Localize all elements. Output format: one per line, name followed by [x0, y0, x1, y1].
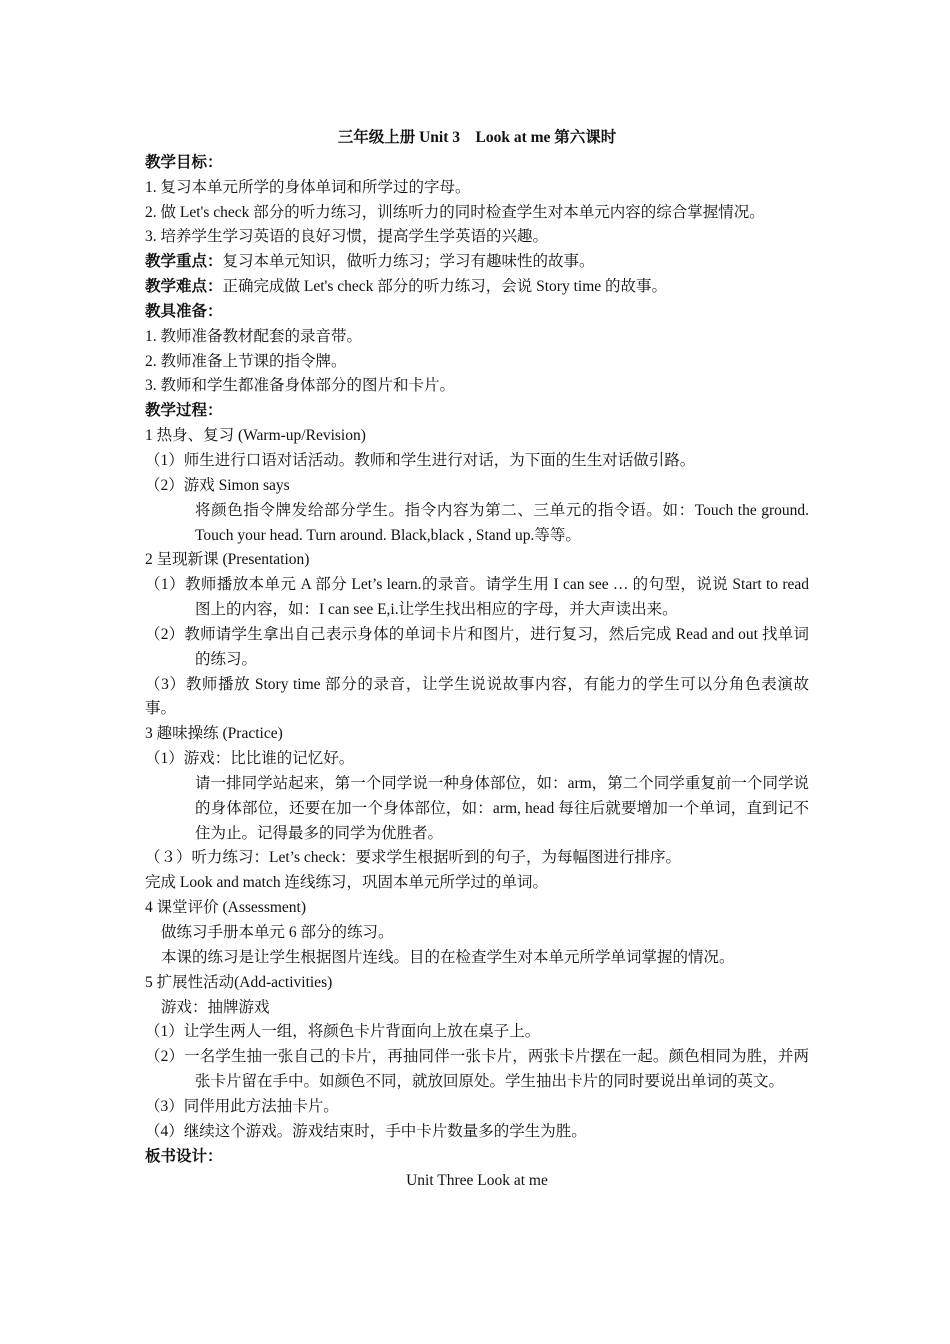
- section-warmup-heading: 1 热身、复习 (Warm-up/Revision): [145, 427, 366, 445]
- difficulties-text: 正确完成做 Let's check 部分的听力练习，会说 Story time 的故事。: [222, 278, 668, 296]
- document-page: [145, 126, 809, 1194]
- difficulties: [145, 275, 809, 300]
- warmup-item-1: （1）师生进行口语对话活动。教师和学生进行对话，为下面的生生对话做引路。: [145, 451, 696, 469]
- section-assessment-heading: 4 课堂评价 (Assessment): [145, 899, 307, 917]
- board-heading: 板书设计：: [145, 1147, 223, 1165]
- material-item: 3. 教师和学生都准备身体部分的图片和卡片。: [145, 377, 456, 395]
- key-points-label: 教学重点：: [145, 253, 223, 271]
- process-heading: 教学过程：: [145, 402, 223, 420]
- activities-item-1: （1）让学生两人一组，将颜色卡片背面向上放在桌子上。: [145, 1023, 541, 1041]
- key-points-text: 复习本单元知识，做听力练习；学习有趣味性的故事。: [222, 253, 595, 271]
- practice-item-1: （1）游戏：比比谁的记忆好。: [145, 750, 355, 768]
- key-points: [145, 250, 809, 275]
- assessment-line-2: 本课的练习是让学生根据图片连线。目的在检查学生对本单元所学单词掌握的情况。: [161, 948, 735, 966]
- section-activities-heading: 5 扩展性活动(Add-activities): [145, 973, 333, 991]
- warmup-item-2-body: 将颜色指令牌发给部分学生。指令内容为第二、三单元的指令语。如：Touch the ground. Touch your head. Turn around. Black,black , Stand up.等等。: [195, 501, 809, 544]
- material-item: 1. 教师准备教材配套的录音带。: [145, 327, 363, 345]
- objective-item: 3. 培养学生学习英语的良好习惯，提高学生学英语的兴趣。: [145, 228, 549, 246]
- section-presentation-heading: 2 呈现新课 (Presentation): [145, 551, 310, 569]
- assessment-line-1: 做练习手册本单元 6 部分的练习。: [161, 924, 394, 941]
- objectives-heading: 教学目标：: [145, 153, 223, 171]
- objective-item: 2. 做 Let's check 部分的听力练习，训练听力的同时检查学生对本单元内容的综合掌握情况。: [145, 203, 765, 221]
- board-text: Unit Three Look at me: [406, 1172, 548, 1190]
- presentation-item-2: （2）教师请学生拿出自己表示身体的单词卡片和图片，进行复习，然后完成 Read and out 找单词的练习。: [145, 625, 809, 668]
- warmup-item-2: （2）游戏 Simon says: [145, 476, 290, 494]
- materials-heading: 教具准备：: [145, 302, 223, 320]
- section-practice-heading: 3 趣味操练 (Practice): [145, 725, 283, 743]
- practice-item-1-body: 请一排同学站起来，第一个同学说一种身体部位，如：arm，第二个同学重复前一个同学说的身体部位，还要在加一个身体部位，如：arm, head 每往后就要增加一个单词，直到记不住为止。记得最多的同学为优胜者。: [195, 774, 809, 842]
- presentation-item-1: （1）教师播放本单元 A 部分 Let’s learn.的录音。请学生用 I can see … 的句型，说说 Start to read 图上的内容，如：I can see E,i.让学生找出相应的字母，并大声读出来。: [145, 576, 809, 619]
- practice-item-3-after: 完成 Look and match 连线练习，巩固本单元所学过的单词。: [145, 874, 548, 892]
- activities-intro: 游戏：抽牌游戏: [161, 998, 270, 1016]
- practice-item-3: （３）听力练习：Let’s check：要求学生根据听到的句子，为每幅图进行排序。: [145, 849, 682, 867]
- material-item: 2. 教师准备上节课的指令牌。: [145, 352, 347, 370]
- document-title: 三年级上册 Unit 3 Look at me 第六课时: [337, 129, 617, 146]
- activities-item-3: （3）同伴用此方法抽卡片。: [145, 1097, 339, 1115]
- difficulties-label: 教学难点：: [145, 278, 223, 296]
- presentation-item-3: （3）教师播放 Story time 部分的录音，让学生说说故事内容，有能力的学生可以分角色表演故事。: [145, 675, 809, 718]
- objective-item: 1. 复习本单元所学的身体单词和所学过的字母。: [145, 178, 471, 196]
- activities-item-4: （4）继续这个游戏。游戏结束时，手中卡片数量多的学生为胜。: [145, 1122, 587, 1140]
- activities-item-2: （2）一名学生抽一张自己的卡片，再抽同伴一张卡片，两张卡片摆在一起。颜色相同为胜，并两张卡片留在手中。如颜色不同，就放回原处。学生抽出卡片的同时要说出单词的英文。: [145, 1048, 809, 1091]
